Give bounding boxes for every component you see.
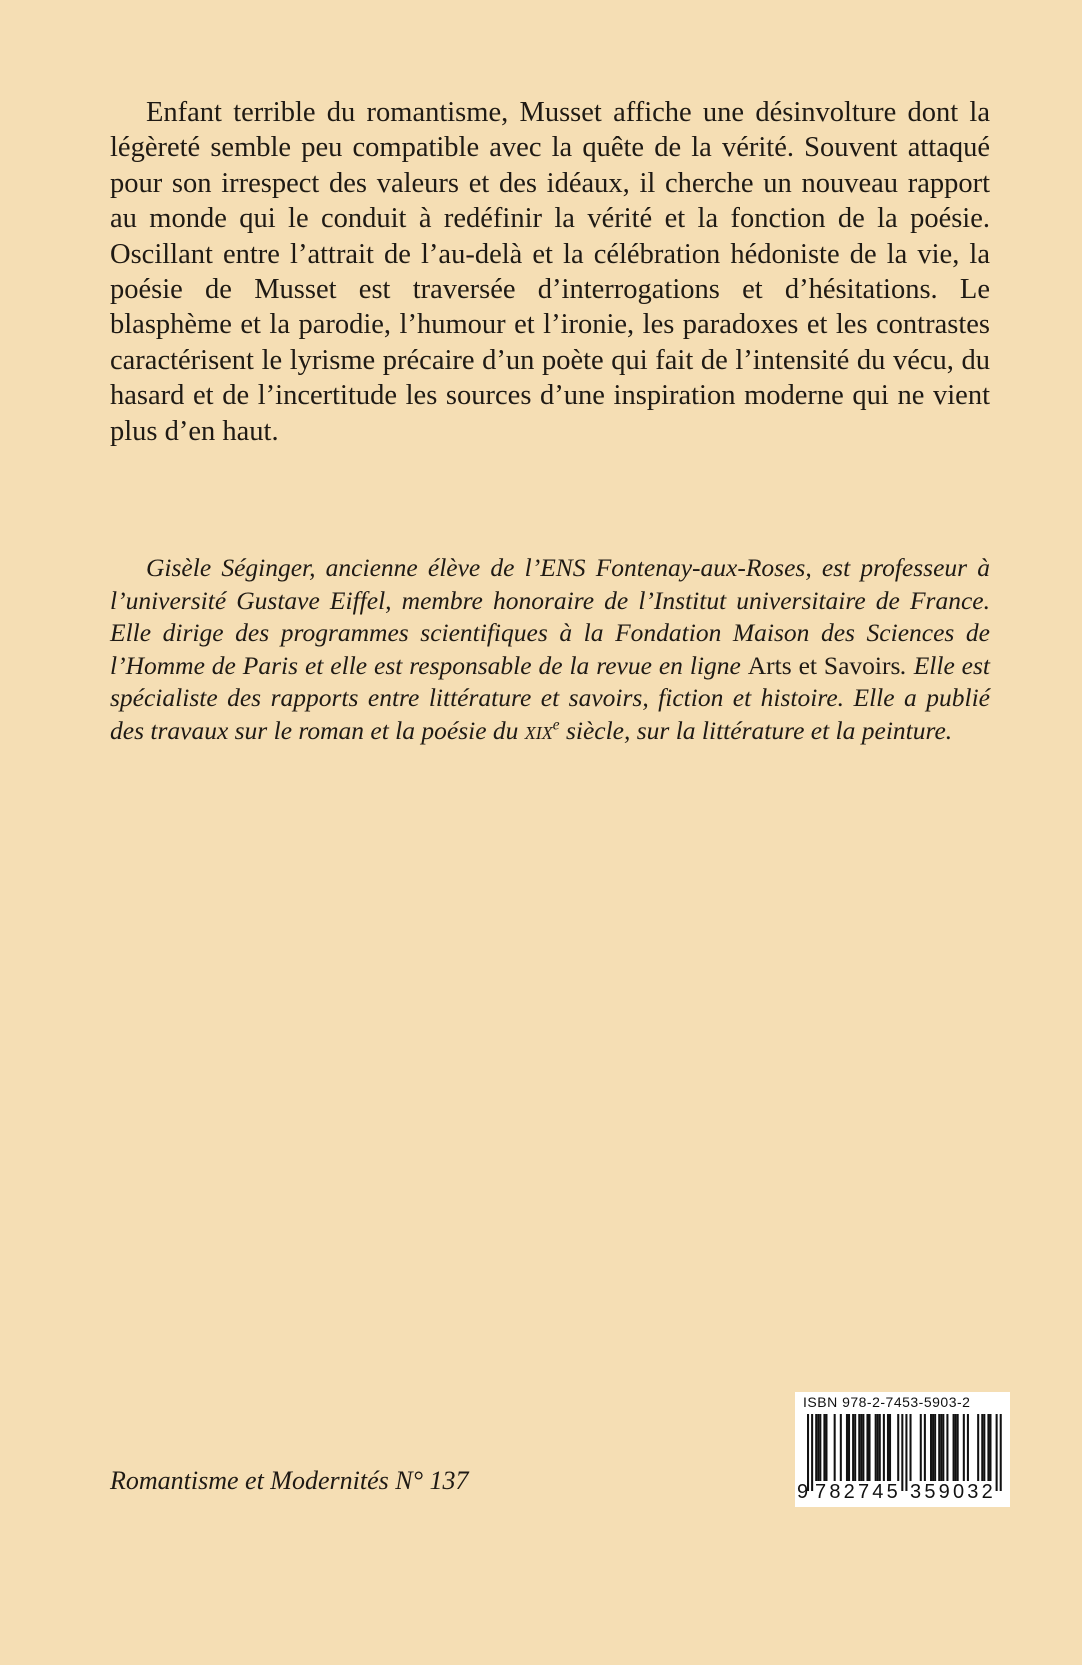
- barcode-bar: [811, 1414, 813, 1491]
- barcode-bar: [920, 1414, 922, 1481]
- barcode-bar: [942, 1414, 944, 1481]
- barcode-bar: [840, 1414, 842, 1481]
- bio-text-2: . Elle est spécialiste des rapports entre littérature et savoirs, fiction et histoire. Elle a publié des travaux sur le roman et la poésie du: [110, 650, 991, 745]
- barcode-bar: [848, 1414, 850, 1481]
- barcode-digits-right: 359032: [910, 1481, 996, 1503]
- barcode-bar: [862, 1414, 864, 1481]
- journal-title: Arts et Savoirs: [747, 650, 901, 680]
- barcode-bar: [889, 1414, 891, 1481]
- barcode-bar: [977, 1414, 979, 1481]
- barcode-bar: [834, 1414, 836, 1481]
- barcode-bar: [807, 1414, 809, 1491]
- barcode-bar: [869, 1414, 871, 1481]
- barcode-bar: [846, 1414, 848, 1481]
- barcode-bar: [905, 1414, 907, 1491]
- bio-text-1: Gisèle Séginger, ancienne élève de l’ENS Fontenay-aux-Roses, est professeur à l’université Gustave Eiffel, membre honoraire de l’Institut universitaire de France. Elle dirige des programmes scientifiques à la Fondation Maison des Sciences de l’Homme de Paris et elle est responsable de la revue en ligne: [110, 553, 990, 680]
- barcode-bar: [910, 1414, 912, 1481]
- barcode-bar: [932, 1414, 934, 1481]
- barcode-bar: [875, 1414, 877, 1481]
- barcode-bar: [1000, 1414, 1002, 1491]
- barcode-bar: [963, 1414, 965, 1481]
- barcode-bar: [967, 1414, 969, 1481]
- barcode-bar: [930, 1414, 932, 1481]
- barcode-bar: [866, 1414, 868, 1481]
- isbn-label: ISBN 978-2-7453-5903-2: [803, 1394, 971, 1410]
- barcode-bar: [887, 1414, 889, 1481]
- century-numeral: xix: [524, 715, 553, 745]
- barcode-bar: [877, 1414, 879, 1481]
- barcode-bar: [883, 1414, 885, 1481]
- barcode-bar: [934, 1414, 936, 1481]
- isbn-barcode: [795, 1392, 1010, 1507]
- barcode-bar: [823, 1414, 825, 1481]
- barcode-bar: [996, 1414, 998, 1491]
- barcode-bar: [817, 1414, 819, 1481]
- barcode-bar: [983, 1414, 985, 1481]
- barcode-bar: [989, 1414, 991, 1481]
- series-name: Romantisme et Modernités N° 137: [110, 1466, 469, 1495]
- barcode-bar: [946, 1414, 948, 1481]
- barcode-bar: [981, 1414, 983, 1481]
- barcode-bar: [860, 1414, 862, 1481]
- barcode-bar: [825, 1414, 827, 1481]
- barcode-bar: [957, 1414, 959, 1481]
- barcode-bar: [858, 1414, 860, 1481]
- barcode-bar: [924, 1414, 926, 1481]
- barcode-bar: [953, 1414, 955, 1481]
- barcode-bar: [854, 1414, 856, 1481]
- century-superscript: e: [552, 716, 560, 734]
- barcode-bar: [955, 1414, 957, 1481]
- barcode-bar: [940, 1414, 942, 1481]
- barcode-bar: [879, 1414, 881, 1481]
- barcode-bar: [901, 1414, 903, 1491]
- barcode-bar: [897, 1414, 899, 1481]
- barcode-bar: [852, 1414, 854, 1481]
- author-biography: [110, 552, 990, 748]
- barcode-digit-lead: 9: [797, 1481, 809, 1503]
- back-cover-abstract: Enfant terrible du romantisme, Musset affiche une désinvolture dont la légèreté semble peu compatible avec la quête de la vérité. Souvent attaqué pour son irrespect des valeurs et des idéaux, il cherche un nouveau rapport au monde qui le conduit à redéfinir la vérité et la fonction de la poésie. Oscillant entre l’attrait de l’au-delà et la célébration hédoniste de la vie, la poésie de Musset est traversée d’interrogations et d’hésitations. Le blasphème et la parodie, l’humour et l’ironie, les paradoxes et les contrastes caractérisent le lyrisme précaire d’un poète qui fait de l’intensité du vécu, du hasard et de l’incertitude les sources d’une inspiration moderne qui ne vient plus d’en haut.: [110, 97, 990, 447]
- barcode-bar: [987, 1414, 989, 1481]
- barcode-digits-left: 782745: [815, 1481, 901, 1503]
- barcode-bar: [938, 1414, 940, 1481]
- barcode-bar: [815, 1414, 817, 1481]
- barcode-bar: [819, 1414, 821, 1481]
- bio-text-3: siècle, sur la littérature et la peinture.: [559, 715, 953, 745]
